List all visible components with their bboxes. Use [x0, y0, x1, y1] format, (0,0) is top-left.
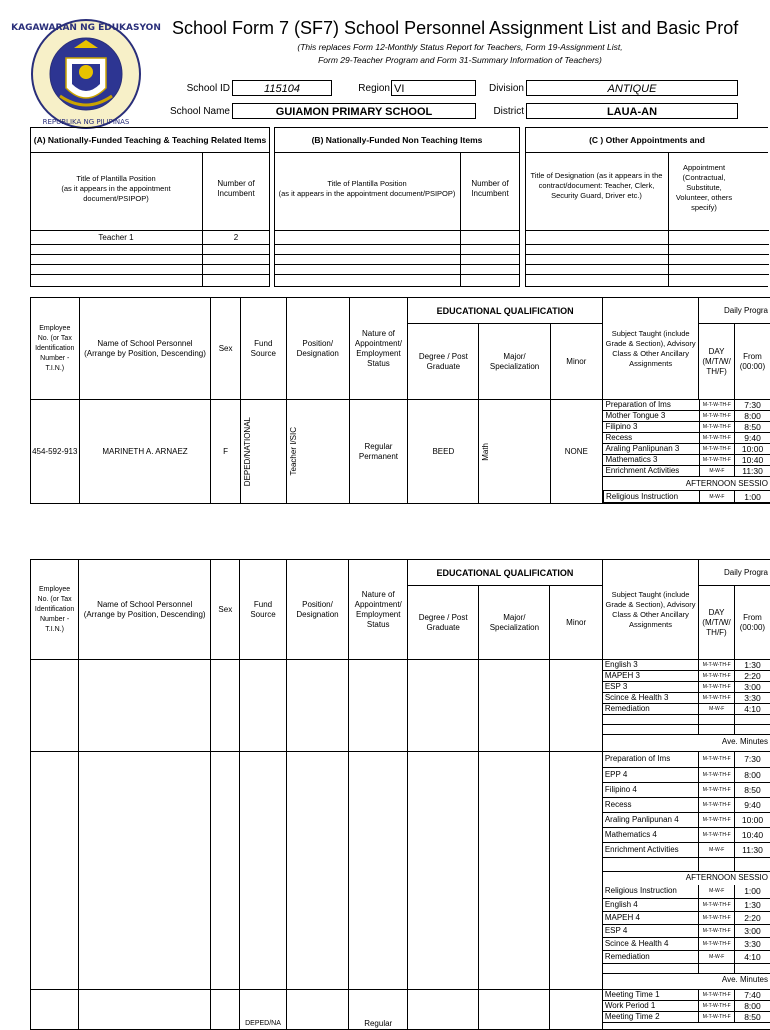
header-sex: Sex	[211, 298, 240, 400]
p2-b3-day: M-T-W-TH-F	[699, 1012, 735, 1023]
p2-b2-am-row	[603, 812, 770, 827]
p2-b1-row	[603, 704, 770, 715]
p2-b2-pm-time: 3:00	[734, 924, 770, 937]
p2-header-minor: Minor	[550, 586, 602, 660]
header-daily: Daily Progra	[699, 298, 770, 324]
p2-b2-pm-day: M-T-W-TH-F	[699, 911, 735, 924]
panel-a-row-title: Teacher 1	[98, 232, 134, 242]
emp1-am-day: M-T-W-TH-F	[699, 400, 734, 411]
p2-block3-nature: Regular	[349, 990, 408, 1030]
p2-b3-row	[603, 1012, 770, 1023]
panel-b-title: (B) Nationally-Funded Non Teaching Items	[275, 128, 519, 153]
p2-b2-am-row	[603, 752, 770, 767]
panel-c-title: (C ) Other Appointments and	[526, 128, 768, 153]
emp1-major: Math	[481, 442, 491, 461]
p2-b1-row	[603, 660, 770, 671]
p2-b1-time: 4:10	[734, 704, 770, 715]
emp1-am-row	[603, 466, 770, 477]
p2-b1-day: M-T-W-TH-F	[699, 682, 735, 693]
emp1-am-subject: Filipino 3	[603, 422, 699, 433]
p2-header-name: Name of School Personnel (Arrange by Position, Descending)	[79, 560, 211, 660]
emp1-am-row	[603, 444, 770, 455]
emp1-am-subject: Mother Tongue 3	[603, 411, 699, 422]
emp1-am-subject: Mathematics 3	[603, 455, 699, 466]
header-emp-no: Employee No. (or Tax Identification Number -T.I.N.)	[31, 298, 80, 400]
p2-b1-row	[603, 693, 770, 704]
panel-c	[525, 127, 768, 287]
p2-block2-ave-label: Ave. Minutes	[603, 973, 770, 987]
header-day: DAY (M/T/W/ TH/F)	[699, 324, 735, 400]
emp1-am-time: 11:30	[735, 466, 770, 477]
p2-b2-am-day: M-T-W-TH-F	[699, 782, 735, 797]
district-value[interactable]: LAUA-AN	[526, 103, 738, 119]
p2-b1-day: M-T-W-TH-F	[699, 671, 735, 682]
emp1-am-subject: Recess	[603, 433, 699, 444]
region-value[interactable]: VI	[391, 80, 476, 96]
p2-b2-pm-row	[603, 937, 770, 950]
p2-b3-subject: Meeting Time 2	[603, 1012, 699, 1023]
emp1-am-time: 7:30	[735, 400, 770, 411]
p2-b1-time: 2:20	[734, 671, 770, 682]
p2-header-position: Position/ Designation	[286, 560, 349, 660]
p2-b2-am-subject: EPP 4	[603, 767, 699, 782]
p2-b2-pm-day: M-T-W-TH-F	[699, 898, 735, 911]
division-label: Division	[488, 83, 524, 94]
p2-b1-subject: MAPEH 3	[603, 671, 699, 682]
p2-header-subject: Subject Taught (include Grade & Section), Advisory Class & Other Ancillary Assignments	[602, 560, 698, 660]
p2-header-edu: EDUCATIONAL QUALIFICATION	[408, 560, 603, 586]
p2-b2-pm-day: M-T-W-TH-F	[699, 924, 735, 937]
emp1-fund: DEPED/NATIONAL	[242, 416, 252, 487]
p2-b2-am-time: 10:00	[734, 812, 770, 827]
p2-b2-pm-subject: ESP 4	[603, 924, 699, 937]
emp1-am-day: M-T-W-TH-F	[699, 444, 734, 455]
header-subject: Subject Taught (include Grade & Section), Advisory Class & Other Ancillary Assignments	[602, 298, 698, 400]
p2-header-degree: Degree / Post Graduate	[408, 586, 479, 660]
p2-b3-subject: Work Period 1	[603, 1001, 699, 1012]
p2-b2-pm-row	[603, 924, 770, 937]
p2-b2-am-time: 9:40	[734, 797, 770, 812]
p2-b2-am-day: M-T-W-TH-F	[699, 752, 735, 767]
header-fund: Fund Source	[240, 298, 286, 400]
emp1-am-time: 10:00	[735, 444, 770, 455]
emp1-position: Teacher I/SIC	[288, 427, 298, 476]
p2-b2-am-time: 7:30	[734, 752, 770, 767]
p2-b1-subject: English 3	[603, 660, 699, 671]
p2-b1-subject: ESP 3	[603, 682, 699, 693]
p2-b2-am-day: M-T-W-TH-F	[699, 812, 735, 827]
p2-b1-subject: Remediation	[603, 704, 699, 715]
panel-b	[274, 127, 520, 287]
header-edu: EDUCATIONAL QUALIFICATION	[408, 298, 603, 324]
p2-b1-row	[603, 682, 770, 693]
emp1-am-row	[603, 400, 770, 411]
p2-header-sex: Sex	[211, 560, 240, 660]
emp1-am-day: M-T-W-TH-F	[699, 411, 734, 422]
p2-b2-pm-subject: Religious Instruction	[603, 885, 699, 898]
p2-b2-am-subject: Preparation of Ims	[603, 752, 699, 767]
emp1-am-time: 9:40	[735, 433, 770, 444]
p2-b2-pm-subject: MAPEH 4	[603, 911, 699, 924]
school-name-value[interactable]: GUIAMON PRIMARY SCHOOL	[232, 103, 476, 119]
p2-b2-pm-row	[603, 950, 770, 963]
emp1-am-row	[603, 422, 770, 433]
p2-header-day: DAY (M/T/W/ TH/F)	[699, 586, 735, 660]
header-position: Position/ Designation	[286, 298, 349, 400]
p2-b3-row	[603, 1001, 770, 1012]
school-id-label: School ID	[186, 83, 230, 94]
personnel-table-page2	[30, 559, 770, 1030]
p2-b2-am-subject: Enrichment Activities	[603, 842, 699, 857]
p2-b2-pm-subject: English 4	[603, 898, 699, 911]
p2-b2-am-row	[603, 782, 770, 797]
p2-b1-subject: Scince & Health 3	[603, 693, 699, 704]
page-subtitle: (This replaces Form 12-Monthly Status Report for Teachers, Form 19-Assignment List, Form 29-Teacher Program and Form 31-Summary Information of Teachers)	[297, 42, 623, 65]
panel-b-col-title: Title of Plantilla Position (as it appears in the appointment document/PSIPOP)	[278, 179, 456, 198]
emp1-am-time: 10:40	[735, 455, 770, 466]
page-title: School Form 7 (SF7) School Personnel Assignment List and Basic Prof	[172, 18, 739, 38]
district-label: District	[493, 106, 524, 117]
p2-b2-am-day: M-T-W-TH-F	[699, 797, 735, 812]
emp1-name: MARINETH A. ARNAEZ	[79, 400, 211, 504]
p2-b1-time: 3:00	[734, 682, 770, 693]
emp1-am-time: 8:00	[735, 411, 770, 422]
p2-b1-day: M-T-W-TH-F	[699, 660, 735, 671]
emp1-minor: NONE	[550, 400, 602, 504]
p2-block3-schedule	[603, 990, 770, 1023]
p2-b2-pm-day: M-W-F	[699, 950, 735, 963]
p2-block2-afternoon-label: AFTERNOON SESSIO	[603, 871, 770, 885]
p2-b2-pm-day: M-T-W-TH-F	[699, 937, 735, 950]
p2-b2-am-time: 8:00	[734, 767, 770, 782]
p2-b1-time: 3:30	[734, 693, 770, 704]
header-name: Name of School Personnel (Arrange by Position, Descending)	[79, 298, 211, 400]
p2-header-major: Major/ Specialization	[479, 586, 550, 660]
emp1-am-row	[603, 433, 770, 444]
p2-b2-pm-time: 4:10	[734, 950, 770, 963]
p2-b1-time: 1:30	[734, 660, 770, 671]
panel-a	[30, 127, 270, 287]
p2-b2-pm-row	[603, 911, 770, 924]
emp1-am-time: 8:50	[735, 422, 770, 433]
emp1-am-day: M-W-F	[699, 466, 734, 477]
p2-b3-time: 8:00	[734, 1001, 770, 1012]
p2-b1-day: M-W-F	[699, 704, 735, 715]
p2-b1-row	[603, 671, 770, 682]
p2-b2-pm-time: 1:30	[734, 898, 770, 911]
p2-b2-am-day: M-T-W-TH-F	[699, 767, 735, 782]
personnel-table-page1	[30, 297, 770, 504]
emp1-am-row	[603, 455, 770, 466]
emp1-am-subject: Enrichment Activities	[603, 466, 699, 477]
p2-b2-pm-time: 3:30	[734, 937, 770, 950]
p2-block1-schedule	[603, 660, 770, 749]
p2-b2-am-row	[603, 842, 770, 857]
emp1-sex: F	[211, 400, 240, 504]
emp1-am-subject: Araling Panlipunan 3	[603, 444, 699, 455]
emp1-pm-time: 1:00	[735, 491, 770, 503]
p2-b1-day: M-T-W-TH-F	[699, 693, 735, 704]
panel-a-row-count: 2	[233, 232, 239, 242]
p2-b2-am-day: M-W-F	[699, 842, 735, 857]
p2-b2-am-subject: Recess	[603, 797, 699, 812]
p2-b2-am-time: 11:30	[734, 842, 770, 857]
p2-b2-am-row	[603, 767, 770, 782]
deped-seal	[11, 18, 161, 130]
p2-b2-am-time: 8:50	[734, 782, 770, 797]
emp1-pm-subject: Religious Instruction	[603, 491, 699, 503]
p2-b2-am-subject: Araling Panlipunan 4	[603, 812, 699, 827]
emp1-am-day: M-T-W-TH-F	[699, 455, 734, 466]
panel-c-col-appointment: Appointment (Contractual, Substitute, Volunteer, others specify)	[675, 163, 733, 212]
p2-b2-am-subject: Filipino 4	[603, 782, 699, 797]
p2-b2-am-time: 10:40	[734, 827, 770, 842]
p2-b2-pm-time: 1:00	[734, 885, 770, 898]
p2-b2-am-row	[603, 797, 770, 812]
p2-block3-fund: DEPED/NA	[240, 990, 286, 1030]
emp1-am-row	[603, 411, 770, 422]
p2-b3-day: M-T-W-TH-F	[699, 1001, 735, 1012]
emp1-am-subject: Preparation of Ims	[603, 400, 699, 411]
p2-header-nature: Nature of Appointment/ Employment Status	[349, 560, 408, 660]
panel-a-title: (A) Nationally-Funded Teaching & Teaching Related Items	[31, 128, 269, 153]
emp1-am-day: M-T-W-TH-F	[699, 433, 734, 444]
p2-b3-time: 8:50	[734, 1012, 770, 1023]
p2-b3-day: M-T-W-TH-F	[699, 990, 735, 1001]
svg-text:KAGAWARAN NG EDUKASYON: KAGAWARAN NG EDUKASYON	[11, 23, 161, 33]
emp1-am-day: M-T-W-TH-F	[699, 422, 734, 433]
p2-b2-am-subject: Mathematics 4	[603, 827, 699, 842]
p2-header-from: From (00:00)	[734, 586, 770, 660]
p2-b3-subject: Meeting Time 1	[603, 990, 699, 1001]
svg-text:REPUBLIKA NG PILIPINAS: REPUBLIKA NG PILIPINAS	[42, 118, 130, 126]
emp1-afternoon-label: AFTERNOON SESSIO	[603, 477, 770, 491]
p2-header-emp-no: Employee No. (or Tax Identification Number -T.I.N.)	[31, 560, 79, 660]
panel-a-col-count: Number of Incumbent	[217, 179, 255, 198]
header-minor: Minor	[550, 324, 602, 400]
school-name-label: School Name	[169, 106, 230, 117]
header-nature: Nature of Appointment/ Employment Status	[349, 298, 408, 400]
p2-b2-pm-time: 2:20	[734, 911, 770, 924]
header-degree: Degree / Post Graduate	[408, 324, 479, 400]
school-id-value[interactable]: 115104	[232, 80, 332, 96]
p2-block2-schedule	[603, 752, 770, 987]
emp1-degree: BEED	[408, 400, 479, 504]
p2-b2-am-day: M-T-W-TH-F	[699, 827, 735, 842]
panel-c-col-title: Title of Designation (as it appears in the contract/document: Teacher, Clerk, Security Guard, Driver etc.)	[530, 171, 663, 200]
p2-header-daily: Daily Progra	[699, 560, 770, 586]
header-from: From (00:00)	[734, 324, 770, 400]
p2-b2-am-row	[603, 827, 770, 842]
division-value[interactable]: ANTIQUE	[526, 80, 738, 96]
header-major: Major/ Specialization	[479, 324, 550, 400]
p2-b3-row	[603, 990, 770, 1001]
p2-b2-pm-row	[603, 898, 770, 911]
p2-b2-pm-row	[603, 885, 770, 898]
panel-a-col-title: Title of Plantilla Position (as it appears in the appointment document/PSIPOP)	[61, 174, 171, 203]
p2-b2-pm-subject: Scince & Health 4	[603, 937, 699, 950]
p2-b2-pm-subject: Remediation	[603, 950, 699, 963]
emp1-nature: Regular Permanent	[349, 400, 408, 504]
panel-b-col-count: Number of Incumbent	[471, 179, 509, 198]
p2-b3-time: 7:40	[734, 990, 770, 1001]
emp1-pm-day: M-W-F	[699, 491, 734, 503]
emp1-schedule	[603, 400, 770, 503]
p2-header-fund: Fund Source	[240, 560, 286, 660]
p2-block1-ave-label: Ave. Minutes	[603, 735, 770, 749]
region-label: Region	[358, 83, 390, 94]
emp1-no: 454-592-913	[31, 400, 80, 504]
p2-b2-pm-day: M-W-F	[699, 885, 735, 898]
